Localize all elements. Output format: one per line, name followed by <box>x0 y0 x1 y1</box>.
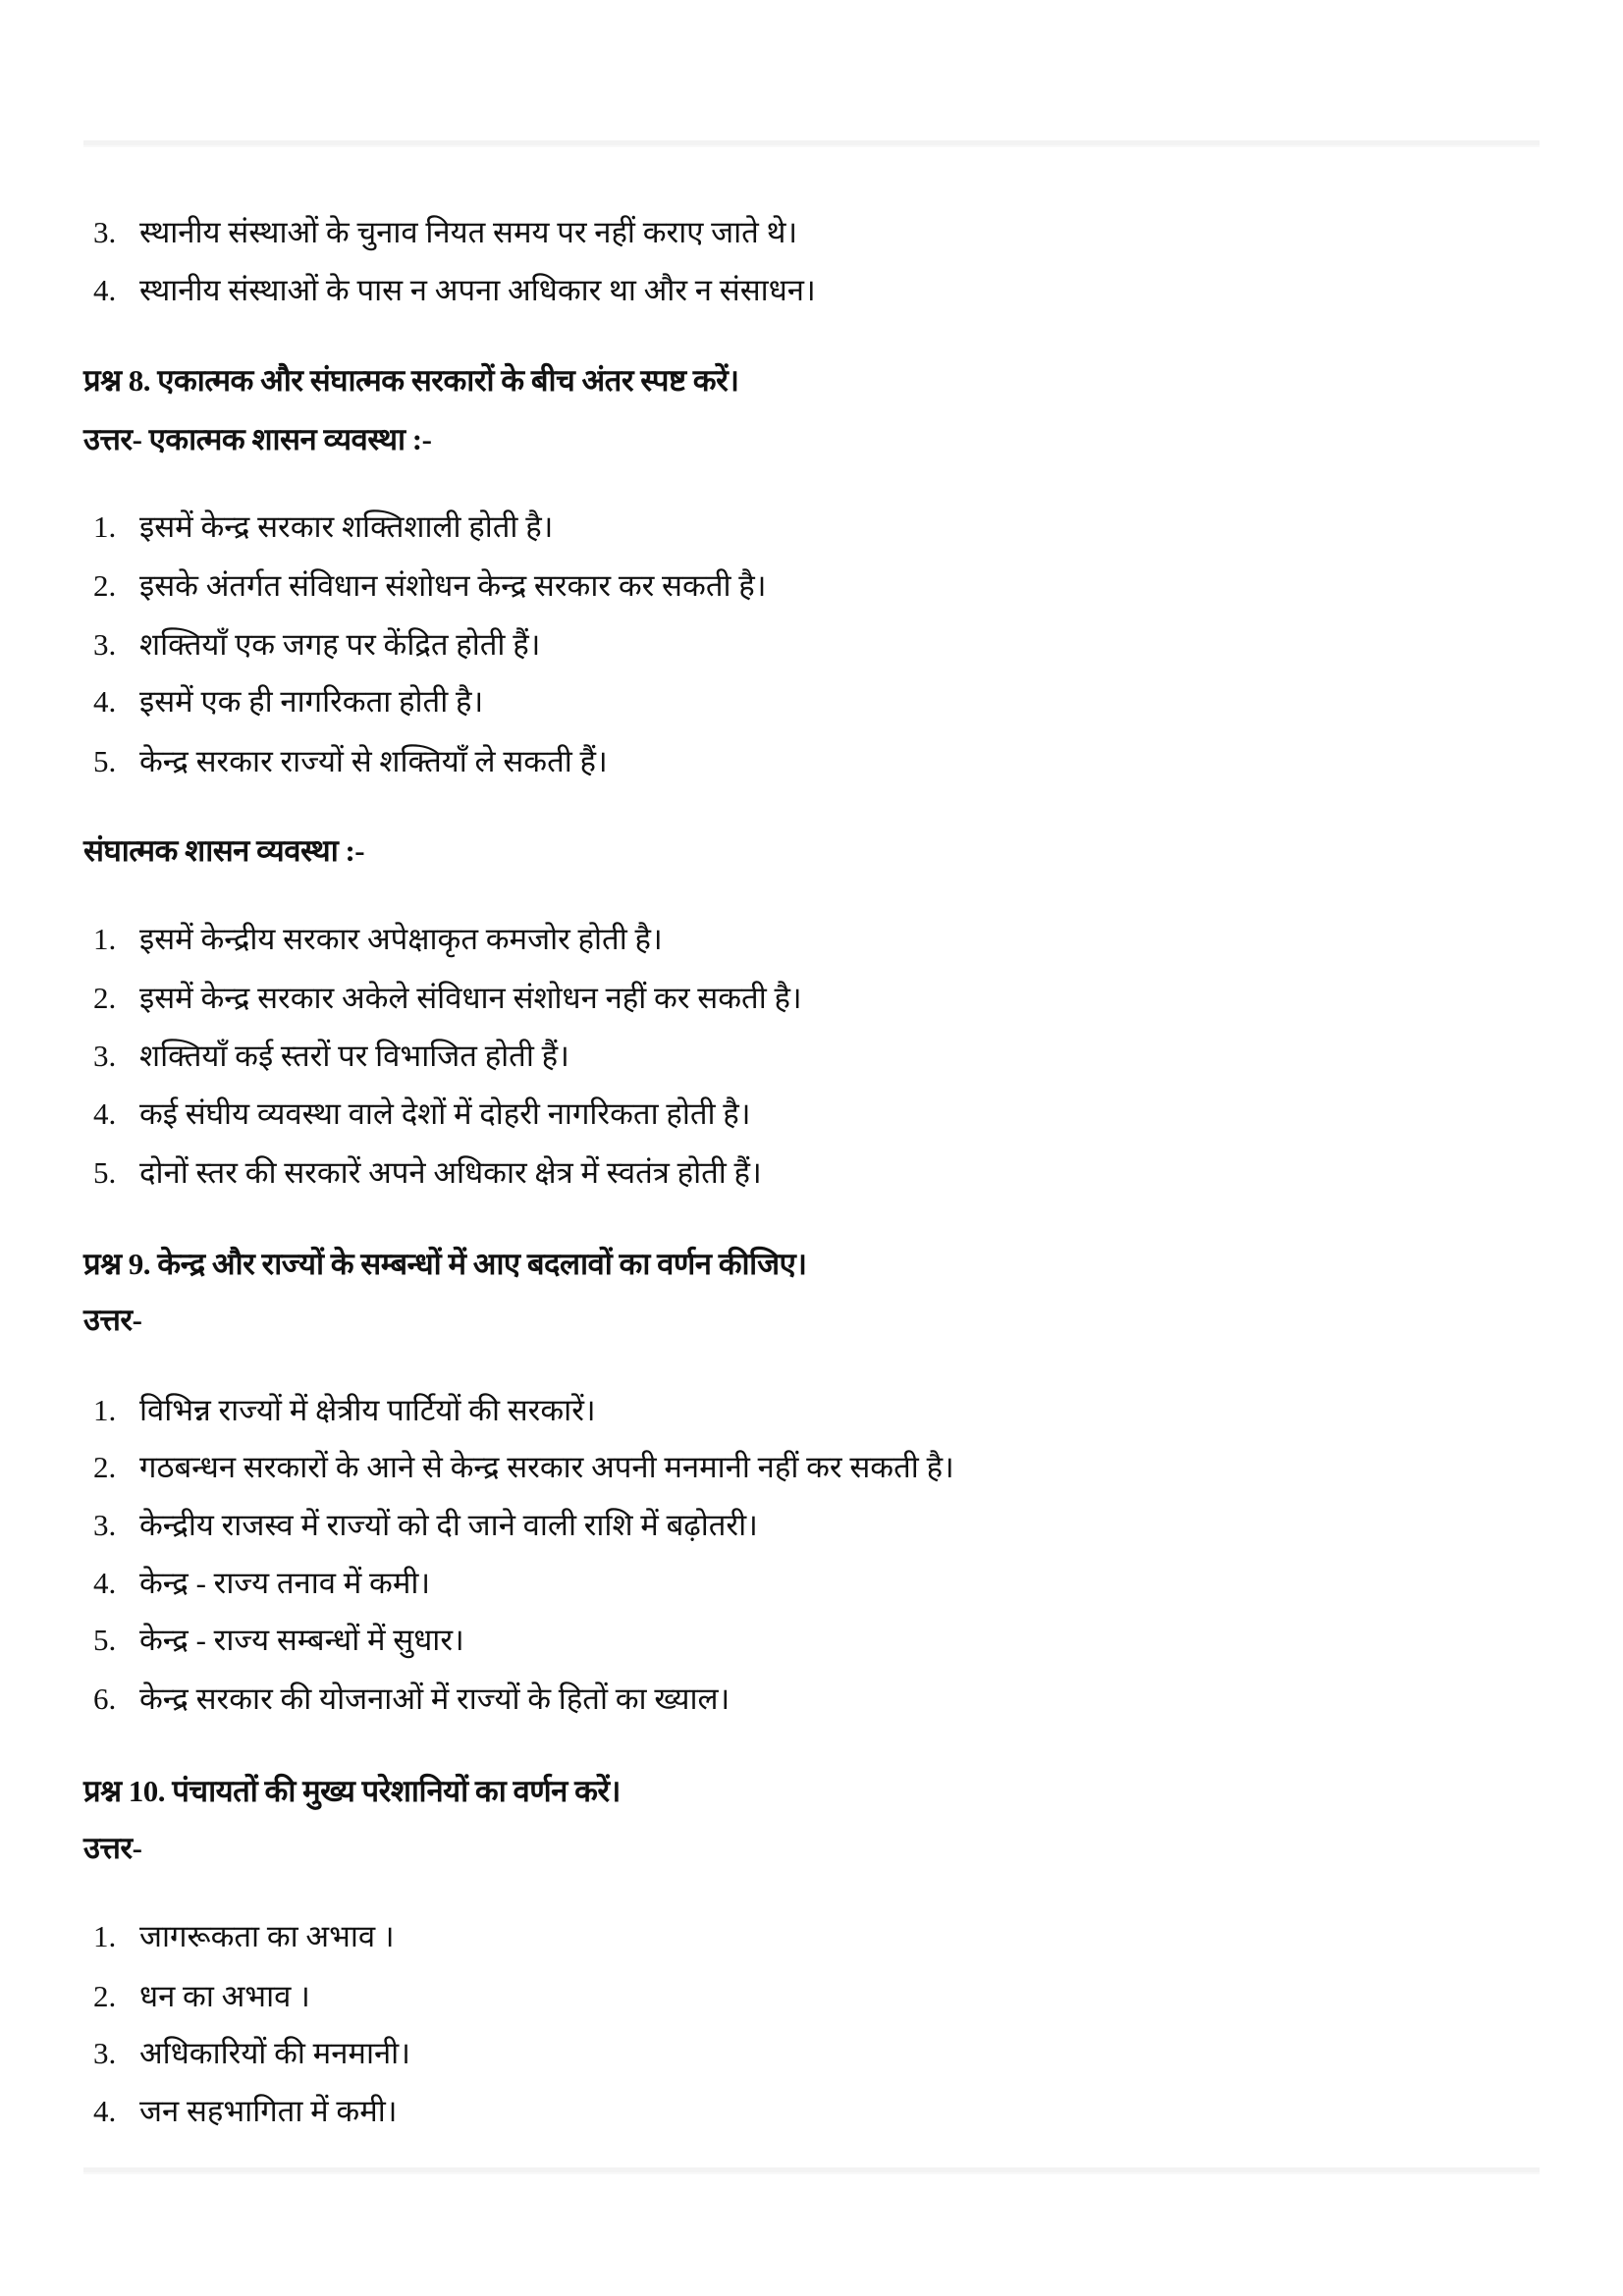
list-item: 2. इसमें केन्द्र सरकार अकेले संविधान संशोधन नहीं कर सकती है। <box>93 981 802 1015</box>
list-item: 1. इसमें केन्द्रीय सरकार अपेक्षाकृत कमजोर होती है। <box>93 922 663 956</box>
list-item: 3. स्थानीय संस्थाओं के चुनाव नियत समय पर नहीं कराए जाते थे। <box>93 215 798 249</box>
list-item: 6. केन्द्र सरकार की योजनाओं में राज्यों के हितों का ख्याल। <box>93 1682 730 1716</box>
question-8-title: प्रश्न 8. एकात्मक और संघात्मक सरकारों के बीच अंतर स्पष्ट करें। <box>83 363 739 398</box>
question-10-answer-heading: उत्तर- <box>83 1831 142 1865</box>
federal-system-heading: संघात्मक शासन व्यवस्था :- <box>83 833 365 868</box>
question-8-answer-heading: उत्तर- एकात्मक शासन व्यवस्था :- <box>83 422 432 456</box>
list-item: 3. केन्द्रीय राजस्व में राज्यों को दी जाने वाली राशि में बढ़ोतरी। <box>93 1508 758 1542</box>
list-item: 3. अधिकारियों की मनमानी। <box>93 2036 410 2070</box>
list-item: 1. जागरूकता का अभाव । <box>93 1919 395 1953</box>
list-item: 4. केन्द्र - राज्य तनाव में कमी। <box>93 1566 431 1600</box>
bottom-divider <box>83 2167 1540 2174</box>
list-item: 3. शक्तियाँ एक जगह पर केंद्रित होती हैं। <box>93 627 541 662</box>
list-item: 5. दोनों स्तर की सरकारें अपने अधिकार क्षेत्र में स्वतंत्र होती हैं। <box>93 1155 762 1190</box>
list-item: 2. धन का अभाव । <box>93 1979 310 2013</box>
question-10-title: प्रश्न 10. पंचायतों की मुख्य परेशानियों का वर्णन करें। <box>83 1774 621 1808</box>
list-item: 4. इसमें एक ही नागरिकता होती है। <box>93 684 484 719</box>
list-item: 5. केन्द्र सरकार राज्यों से शक्तियाँ ले सकती हैं। <box>93 744 608 778</box>
list-item: 3. शक्तियाँ कई स्तरों पर विभाजित होती हैं। <box>93 1039 569 1073</box>
question-9-answer-heading: उत्तर- <box>83 1303 142 1337</box>
list-item: 4. जन सहभागिता में कमी। <box>93 2094 398 2128</box>
list-item: 4. स्थानीय संस्थाओं के पास न अपना अधिकार था और न संसाधन। <box>93 273 816 307</box>
list-item: 5. केन्द्र - राज्य सम्बन्धों में सुधार। <box>93 1623 464 1657</box>
list-item: 1. विभिन्न राज्यों में क्षेत्रीय पार्टियों की सरकारें। <box>93 1393 596 1427</box>
list-item: 2. गठबन्धन सरकारों के आने से केन्द्र सरकार अपनी मनमानी नहीं कर सकती है। <box>93 1450 954 1484</box>
list-item: 4. कई संघीय व्यवस्था वाले देशों में दोहरी नागरिकता होती है। <box>93 1096 751 1131</box>
top-divider <box>83 140 1540 147</box>
list-item: 1. इसमें केन्द्र सरकार शक्तिशाली होती है। <box>93 509 554 544</box>
list-item: 2. इसके अंतर्गत संविधान संशोधन केन्द्र सरकार कर सकती है। <box>93 568 767 603</box>
question-9-title: प्रश्न 9. केन्द्र और राज्यों के सम्बन्धों में आए बदलावों का वर्णन कीजिए। <box>83 1247 807 1281</box>
